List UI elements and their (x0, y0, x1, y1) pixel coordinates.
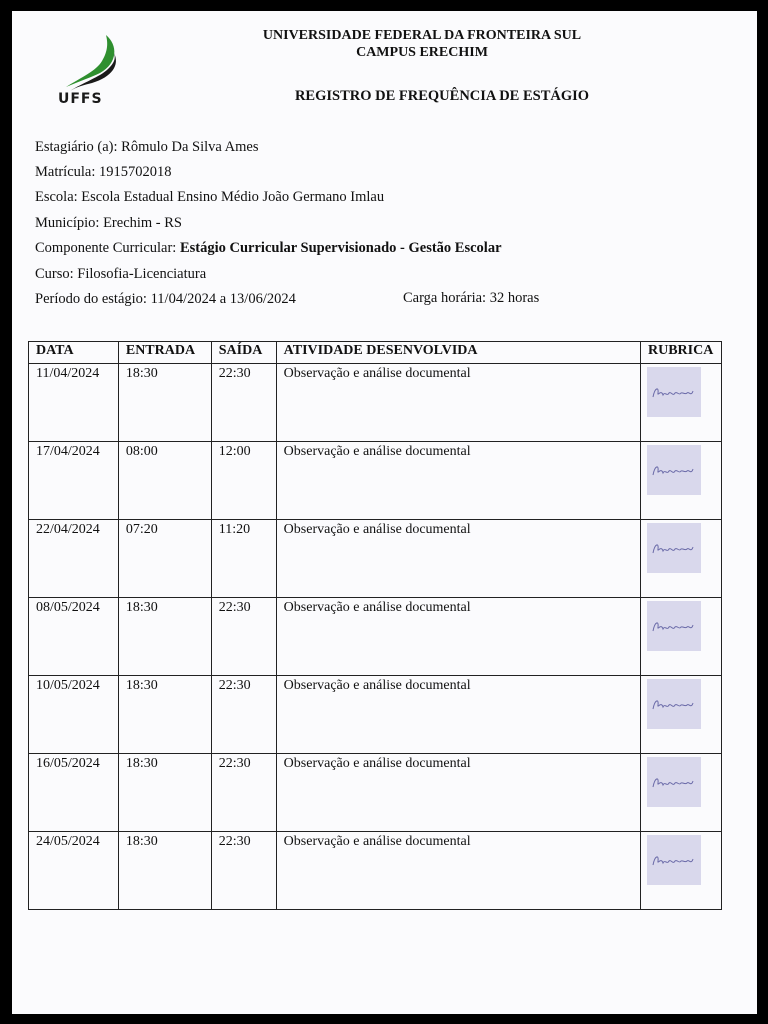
document-page (12, 11, 757, 1014)
header-saida: SAÍDA (211, 342, 276, 364)
cell-atividade: Observação e análise documental (276, 442, 640, 520)
table-header-row (29, 342, 722, 364)
signature-image (647, 523, 701, 573)
cell-rubrica (640, 598, 721, 676)
table-row (29, 442, 722, 520)
university-name: UNIVERSIDADE FEDERAL DA FRONTEIRA SUL (262, 28, 582, 43)
table-row (29, 364, 722, 442)
cell-entrada: 18:30 (118, 364, 211, 442)
cell-entrada: 18:30 (118, 676, 211, 754)
header-entrada: ENTRADA (118, 342, 211, 364)
header-atividade: ATIVIDADE DESENVOLVIDA (276, 342, 640, 364)
table-row (29, 832, 722, 910)
municipio-line: Município: Erechim - RS (35, 215, 182, 231)
cell-rubrica (640, 754, 721, 832)
cell-atividade: Observação e análise documental (276, 598, 640, 676)
cell-entrada: 18:30 (118, 832, 211, 910)
frequency-table (28, 341, 722, 910)
table-row (29, 676, 722, 754)
cell-rubrica (640, 676, 721, 754)
cell-data: 17/04/2024 (29, 442, 119, 520)
header-data: DATA (29, 342, 119, 364)
escola-line: Escola: Escola Estadual Ensino Médio João Germano Imlau (35, 189, 385, 205)
header-rubrica: RUBRICA (640, 342, 721, 364)
signature-image (647, 679, 701, 729)
cell-saida: 22:30 (211, 364, 276, 442)
matricula-line: Matrícula: 1915702018 (35, 164, 172, 180)
table-row (29, 598, 722, 676)
signature-image (647, 757, 701, 807)
cell-entrada: 18:30 (118, 754, 211, 832)
cell-saida: 22:30 (211, 754, 276, 832)
uffs-logo (56, 33, 136, 113)
cell-entrada: 08:00 (118, 442, 211, 520)
cell-data: 08/05/2024 (29, 598, 119, 676)
table-row (29, 520, 722, 598)
cell-data: 10/05/2024 (29, 676, 119, 754)
cell-saida: 22:30 (211, 832, 276, 910)
cell-saida: 11:20 (211, 520, 276, 598)
cell-data: 24/05/2024 (29, 832, 119, 910)
signature-image (647, 601, 701, 651)
signature-image (647, 835, 701, 885)
cell-entrada: 07:20 (118, 520, 211, 598)
cell-entrada: 18:30 (118, 598, 211, 676)
cell-rubrica (640, 442, 721, 520)
periodo-line: Período do estágio: 11/04/2024 a 13/06/2024 (35, 291, 296, 307)
cell-atividade: Observação e análise documental (276, 832, 640, 910)
cell-atividade: Observação e análise documental (276, 364, 640, 442)
componente-label: Componente Curricular: (35, 240, 180, 256)
cell-atividade: Observação e análise documental (276, 676, 640, 754)
cell-saida: 12:00 (211, 442, 276, 520)
table-row (29, 754, 722, 832)
cell-saida: 22:30 (211, 676, 276, 754)
document-title: REGISTRO DE FREQUÊNCIA DE ESTÁGIO (294, 88, 590, 104)
uffs-logo-text: UFFS (58, 91, 103, 107)
componente-value: Estágio Curricular Supervisionado - Gestão Escolar (179, 240, 502, 256)
carga-horaria: Carga horária: 32 horas (403, 290, 540, 306)
estagiario-line: Estagiário (a): Rômulo Da Silva Ames (35, 139, 259, 155)
cell-atividade: Observação e análise documental (276, 754, 640, 832)
uffs-leaf-icon (56, 33, 136, 93)
cell-rubrica (640, 364, 721, 442)
cell-rubrica (640, 520, 721, 598)
signature-image (647, 367, 701, 417)
cell-saida: 22:30 (211, 598, 276, 676)
cell-data: 22/04/2024 (29, 520, 119, 598)
signature-image (647, 445, 701, 495)
curso-line: Curso: Filosofia-Licenciatura (35, 266, 207, 282)
cell-data: 11/04/2024 (29, 364, 119, 442)
componente-line (35, 239, 502, 257)
cell-atividade: Observação e análise documental (276, 520, 640, 598)
cell-rubrica (640, 832, 721, 910)
campus-name: CAMPUS ERECHIM (356, 45, 488, 60)
cell-data: 16/05/2024 (29, 754, 119, 832)
